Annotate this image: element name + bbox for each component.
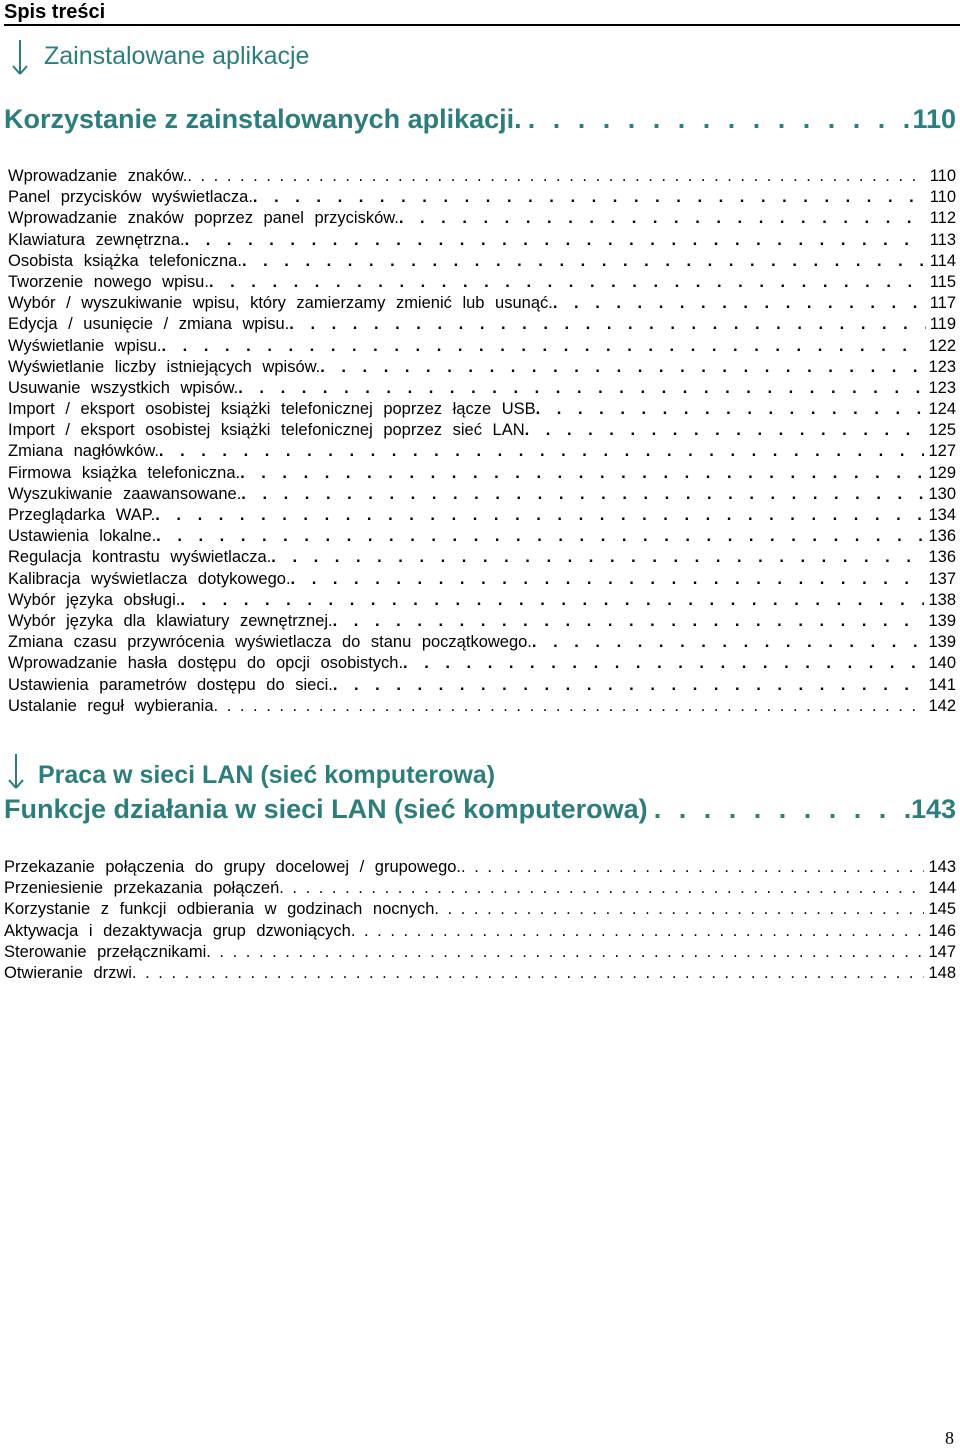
dot-leader [159,441,925,462]
down-arrow-icon [10,38,30,78]
toc-entry-page: 146 [928,921,956,940]
toc-entry-page: 110 [929,188,956,207]
toc-entry-page: 129 [928,463,956,482]
dot-leader [434,899,924,920]
toc-entry-page: 130 [928,484,956,503]
toc-entry[interactable] [8,696,956,717]
chapter-title: Funkcje działania w sieci LAN (sieć komputerowa) [4,794,648,824]
toc-list-installed-apps [8,166,956,717]
down-arrow-icon [6,752,26,792]
toc-entry[interactable] [8,526,956,547]
toc-entry-page: 123 [928,378,956,397]
toc-entry-page: 147 [928,942,956,961]
toc-entry[interactable] [8,505,956,526]
toc-entry[interactable] [8,463,956,484]
toc-entry-title: Korzystanie z funkcji odbierania w godzinach nocnych [4,900,435,919]
toc-entry-title: Wyświetlanie wpisu. [8,336,162,355]
toc-entry-page: 127 [928,442,956,461]
toc-entry[interactable] [4,878,956,899]
toc-entry-title: Wybór języka obsługi. [8,590,181,609]
toc-entry-title: Przeniesienie przekazania połączeń [4,879,280,898]
toc-entry-page: 134 [928,506,956,524]
toc-entry[interactable] [8,208,956,229]
dot-leader [648,793,911,825]
toc-entry-title: Zmiana nagłówków. [8,442,159,461]
dot-leader [162,336,925,357]
section-title: Zainstalowane aplikacje [44,42,310,70]
toc-entry[interactable] [8,484,956,505]
dot-leader [238,378,924,399]
toc-entry[interactable] [8,251,956,272]
dot-leader [279,878,924,899]
toc-entry[interactable] [8,272,956,293]
toc-entry[interactable] [8,187,956,208]
dot-leader [155,505,924,526]
toc-entry-page: 139 [928,633,956,652]
toc-entry-title: Tworzenie nowego wpisu. [8,272,209,291]
toc-entry[interactable] [8,653,956,674]
dot-leader [241,484,924,505]
section-title: Praca w sieci LAN (sieć komputerowa) [38,761,496,789]
toc-entry[interactable] [4,921,956,942]
dot-leader [333,675,925,696]
toc-entry-title: Przekazanie połączenia do grupy docelowej / grupowego. [4,858,462,876]
dot-leader [291,569,925,590]
toc-entry-title: Wybór / wyszukiwanie wpisu, który zamierzamy zmienić lub usunąć. [8,294,553,313]
toc-entry-title: Ustawienia parametrów dostępu do sieci. [8,675,333,694]
toc-entry-page: 123 [928,357,956,376]
toc-entry-title: Wyświetlanie liczby istniejących wpisów. [8,357,321,376]
toc-entry-page: 142 [928,696,956,715]
chapter-title: Korzystanie z zainstalowanych aplikacji. [4,104,522,134]
toc-entry-title: Klawiatura zewnętrzna. [8,230,185,249]
toc-entry[interactable] [8,441,956,462]
toc-entry-title: Wyszukiwanie zaawansowane. [8,484,242,503]
toc-entry[interactable] [8,547,956,568]
chapter-heading[interactable] [4,793,956,825]
dot-leader [351,921,925,942]
toc-entry-page: 122 [928,336,956,355]
toc-entry[interactable] [8,611,956,632]
dot-leader [320,357,924,378]
toc-entry-page: 125 [928,421,956,440]
toc-entry-page: 140 [928,654,956,673]
dot-leader [461,857,924,878]
dot-leader [399,208,926,229]
toc-entry-title: Import / eksport osobistej książki telefonicznej poprzez łącze USB [8,400,536,419]
toc-entry-title: Zmiana czasu przywrócenia wyświetlacza do stanu początkowego. [8,633,532,652]
toc-entry-page: 112 [929,209,956,228]
toc-entry[interactable] [8,569,956,590]
toc-entry[interactable] [8,420,956,441]
toc-entry-page: 148 [928,963,956,982]
toc-entry-page: 136 [928,548,956,567]
toc-entry[interactable] [8,166,956,187]
toc-entry[interactable] [4,899,956,920]
toc-entry-page: 136 [928,527,956,546]
page-header-title: Spis treści [4,1,106,23]
toc-entry-page: 113 [929,230,956,249]
dot-leader [187,166,925,187]
toc-entry-page: 110 [929,167,956,185]
dot-leader [525,420,925,441]
toc-entry[interactable] [4,857,956,878]
dot-leader [185,230,926,251]
toc-entry-page: 145 [928,900,956,919]
toc-entry-title: Regulacja kontrastu wyświetlacza. [8,548,272,567]
toc-entry-title: Ustawienia lokalne. [8,527,157,546]
toc-entry[interactable] [4,963,956,984]
chapter-heading[interactable] [4,103,956,135]
toc-entry-title: Firmowa książka telefoniczna. [8,463,241,482]
toc-entry-title: Panel przycisków wyświetlacza. [8,188,253,207]
toc-entry[interactable] [8,230,956,251]
toc-entry-page: 137 [928,569,956,588]
toc-entry[interactable] [8,378,956,399]
dot-leader [532,632,925,653]
chapter-page: 143 [910,794,956,824]
toc-entry-page: 117 [929,294,956,313]
dot-leader [180,590,924,611]
toc-entry-title: Osobista książka telefoniczna. [8,251,242,270]
dot-leader [214,696,925,717]
toc-entry-title: Wybór języka dla klawiatury zewnętrznej. [8,611,333,630]
toc-entry-title: Wprowadzanie hasła dostępu do opcji osobistych. [8,654,404,673]
toc-entry-title: Ustalanie reguł wybierania [8,696,214,715]
toc-entry[interactable] [8,399,956,420]
page-header [4,0,960,26]
toc-entry-title: Wprowadzanie znaków. [8,167,188,185]
toc-entry-page: 114 [929,251,956,270]
toc-entry-page: 143 [928,858,956,876]
dot-leader [522,103,913,135]
toc-entry-title: Usuwanie wszystkich wpisów. [8,378,239,397]
toc-entry-title: Kalibracja wyświetlacza dotykowego. [8,569,291,588]
toc-entry-page: 141 [928,675,956,694]
dot-leader [553,293,926,314]
toc-entry[interactable] [8,357,956,378]
toc-entry[interactable] [8,632,956,653]
dot-leader [209,272,926,293]
toc-entry-title: Przeglądarka WAP. [8,506,156,524]
toc-entry-page: 144 [928,879,956,898]
dot-leader [536,399,925,420]
toc-entry[interactable] [8,336,956,357]
dot-leader [289,314,925,335]
toc-entry-page: 119 [929,315,956,334]
dot-leader [271,547,924,568]
toc-entry-page: 124 [928,400,956,419]
toc-entry-title: Wprowadzanie znaków poprzez panel przycisków. [8,209,399,228]
toc-entry[interactable] [4,942,956,963]
toc-entry-title: Sterowanie przełącznikami [4,942,207,961]
toc-entry-title: Edycja / usunięcie / zmiana wpisu. [8,315,290,334]
dot-leader [333,611,925,632]
toc-entry[interactable] [8,314,956,335]
toc-entry-page: 139 [928,611,956,630]
toc-entry-title: Aktywacja i dezaktywacja grup dzwoniących [4,921,351,940]
toc-entry-page: 115 [929,272,956,291]
toc-entry[interactable] [8,590,956,611]
page-number: 8 [945,1428,954,1448]
toc-entry-page: 138 [928,590,956,609]
toc-list-lan [4,857,956,984]
dot-leader [240,463,924,484]
dot-leader [403,653,924,674]
toc-entry-title: Import / eksport osobistej książki telefonicznej poprzez sieć LAN [8,421,525,440]
toc-entry[interactable] [8,675,956,696]
dot-leader [242,251,926,272]
chapter-page: 110 [912,104,956,134]
dot-leader [253,187,926,208]
toc-entry-title: Otwieranie drzwi [4,963,132,982]
dot-leader [156,526,924,547]
dot-leader [206,942,924,963]
dot-leader [132,963,925,984]
toc-entry[interactable] [8,293,956,314]
